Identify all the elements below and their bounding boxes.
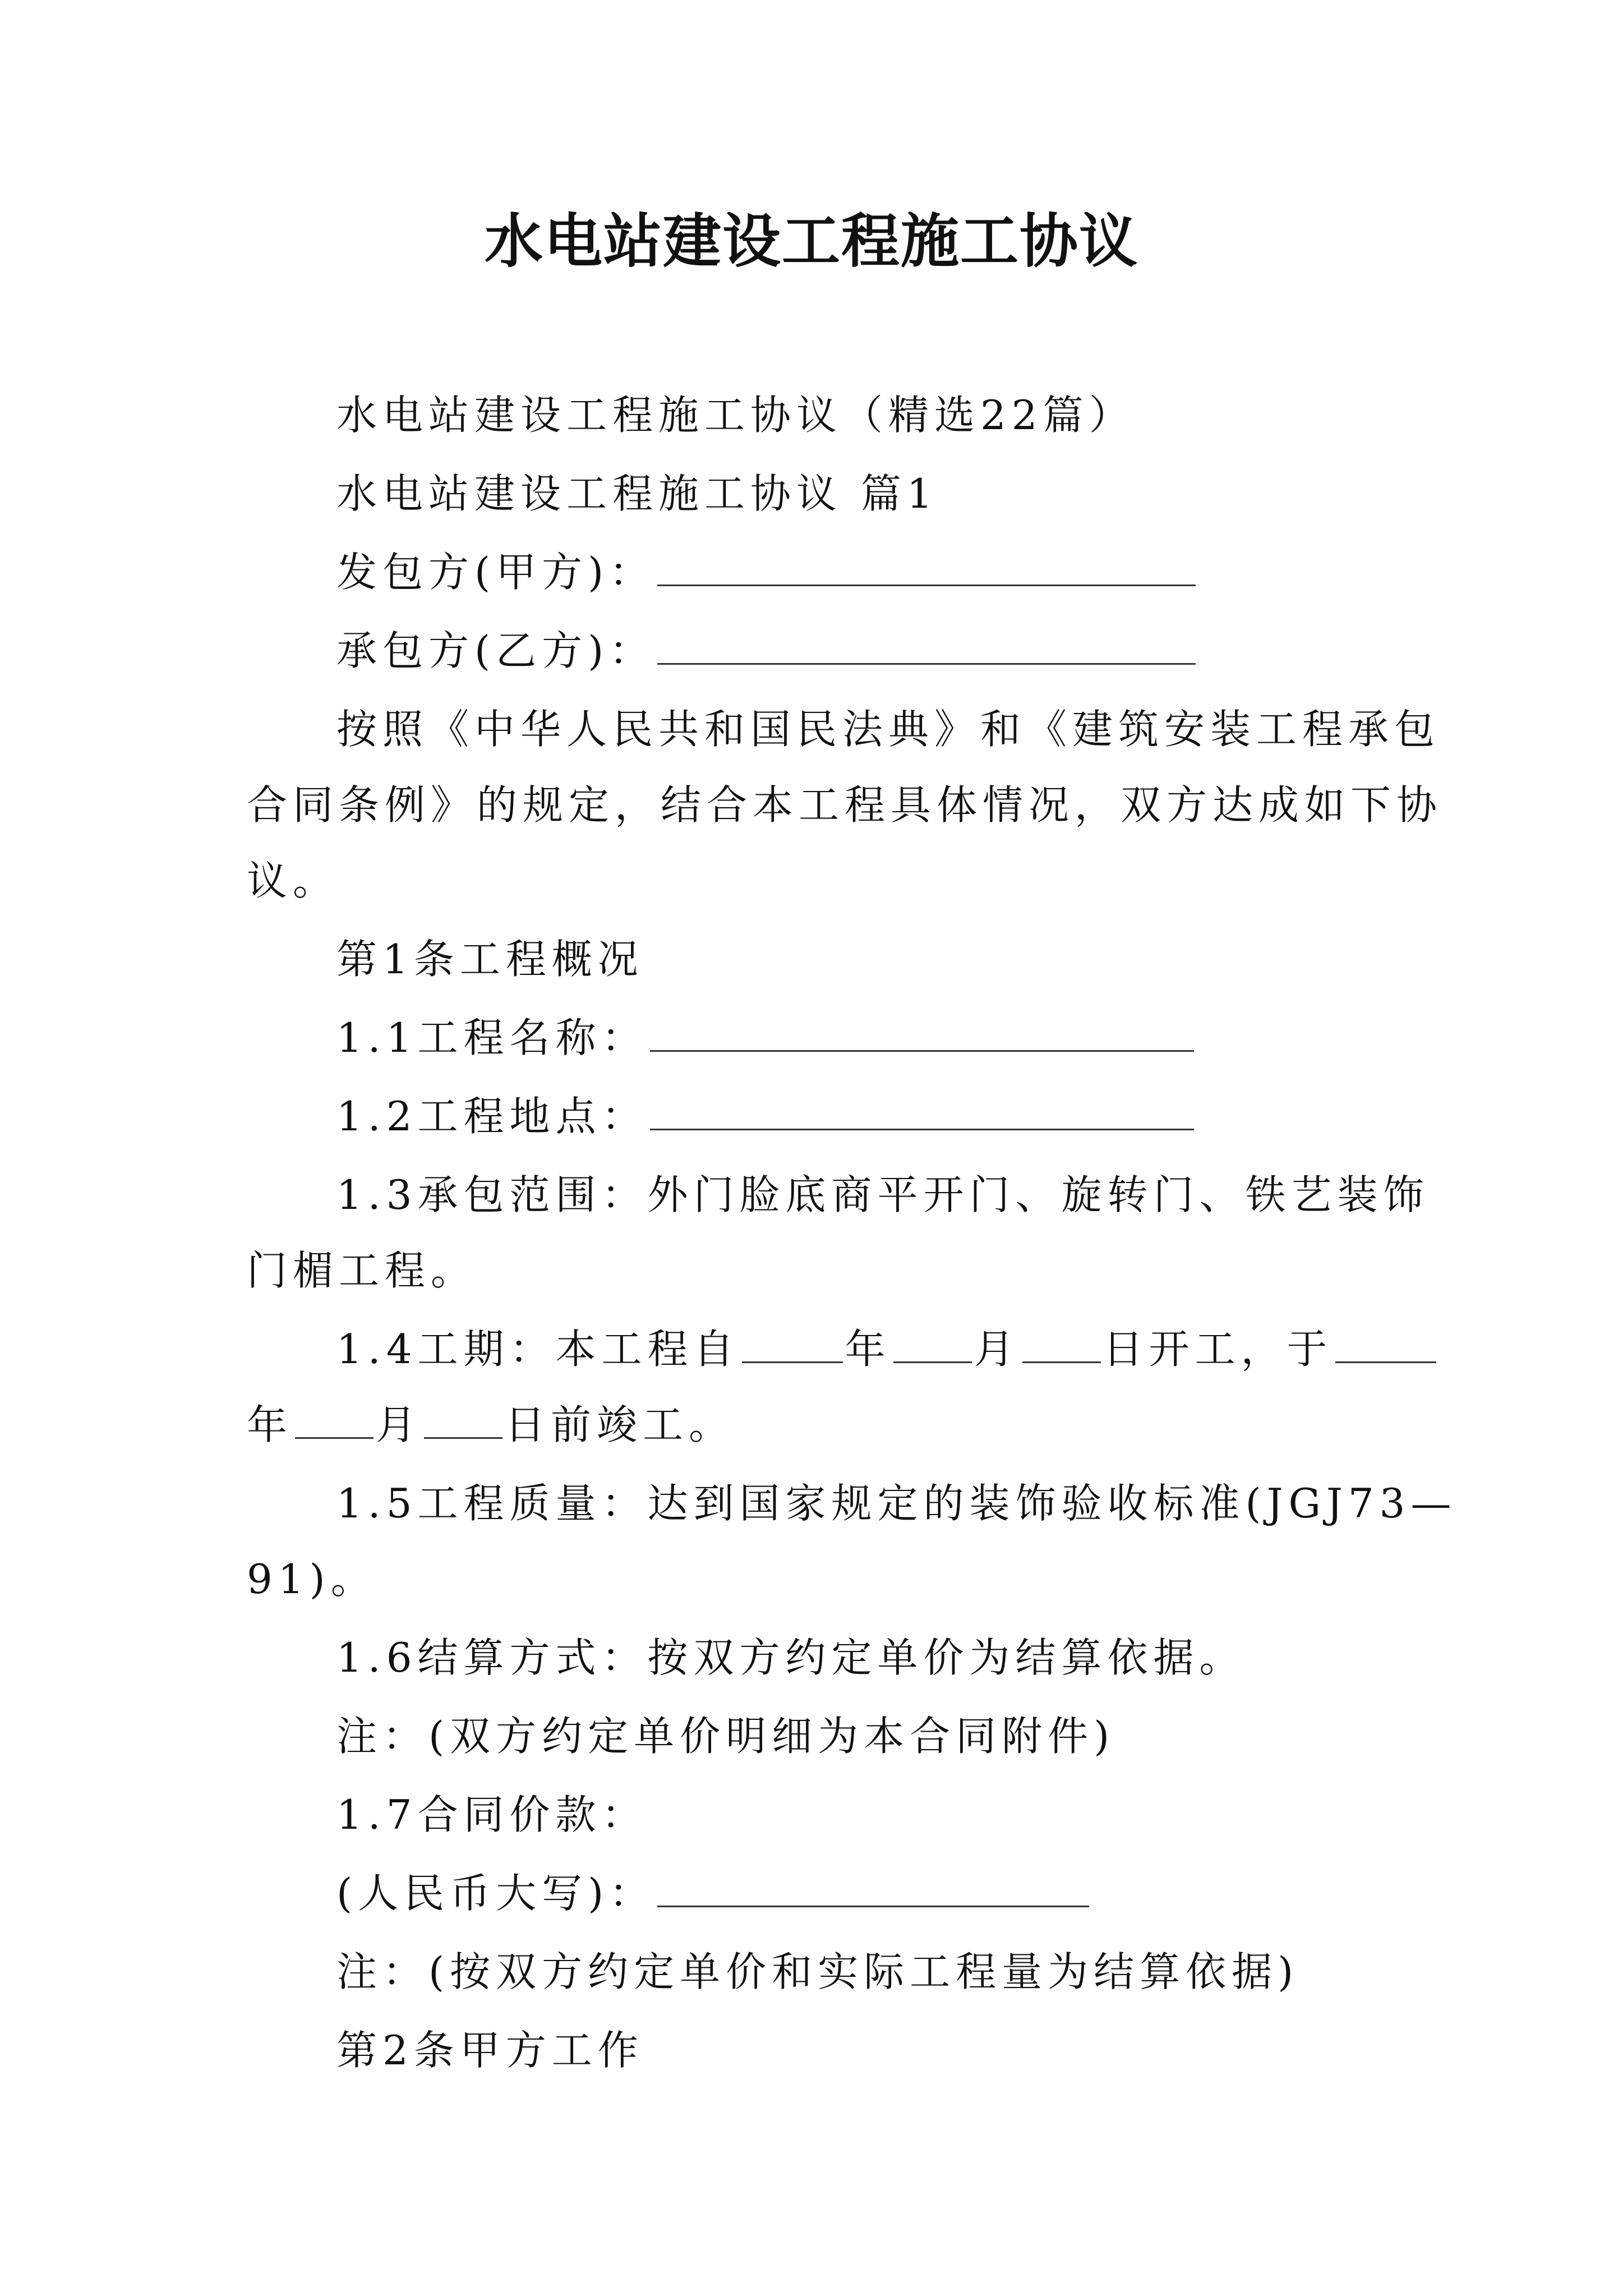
item-1-4-prefix: 1.4工期：本工程自 [336, 1326, 740, 1373]
item-1-1-line [336, 1010, 1391, 1066]
intro-line-2: 合同条例》的规定，结合本工程具体情况，双方达成如下协 [247, 781, 1443, 829]
start-month-blank [893, 1327, 972, 1363]
item-1-6: 1.6结算方式：按双方约定单价为结算依据。 [336, 1634, 1246, 1681]
item-1-4-line-1 [336, 1321, 1391, 1377]
end-year-blank [1335, 1327, 1436, 1363]
project-location-blank [650, 1094, 1194, 1130]
document-title: 水电站建设工程施工协议 [484, 206, 1138, 275]
end-day-blank [424, 1402, 502, 1439]
start-month-label: 月 [974, 1326, 1020, 1373]
project-name-blank [650, 1015, 1194, 1052]
document-subtitle: 水电站建设工程施工协议（精选22篇） [336, 392, 1135, 439]
item-1-3-line-1: 1.3承包范围：外门脸底商平开门、旋转门、铁艺装饰 [336, 1171, 1430, 1218]
start-year-label: 年 [845, 1326, 891, 1373]
intro-line-3: 议。 [247, 857, 339, 904]
item-1-3-line-2: 门楣工程。 [247, 1247, 477, 1294]
note-2: 注：(按双方约定单价和实际工程量为结算依据) [336, 1948, 1299, 1995]
section-heading: 水电站建设工程施工协议 篇1 [336, 470, 938, 517]
item-1-1-label: 1.1工程名称： [336, 1014, 648, 1061]
intro-line-1: 按照《中华人民共和国民法典》和《建筑安装工程承包 [336, 706, 1441, 753]
end-month-label: 月 [376, 1401, 422, 1448]
item-1-4-line-2 [247, 1397, 1391, 1453]
rmb-line [336, 1865, 1391, 1921]
rmb-amount-blank [657, 1871, 1089, 1907]
start-day-blank [1022, 1327, 1101, 1363]
end-month-blank [295, 1402, 374, 1439]
note-1: 注：(双方约定单价明细为本合同附件) [336, 1713, 1115, 1760]
article-1-heading: 第1条工程概况 [336, 936, 644, 983]
item-1-5-line-1: 1.5工程质量：达到国家规定的装饰验收标准(JGJ73— [336, 1480, 1457, 1527]
item-1-2-label: 1.2工程地点： [336, 1093, 648, 1140]
party-a-blank [657, 550, 1196, 586]
rmb-label: (人民币大写)： [336, 1870, 656, 1917]
item-1-2-line [336, 1088, 1391, 1144]
party-b-line [336, 623, 1391, 679]
end-day-label: 日前竣工。 [505, 1401, 735, 1448]
party-b-blank [657, 628, 1196, 665]
party-a-label: 发包方(甲方)： [336, 549, 656, 596]
end-year-label: 年 [247, 1401, 293, 1448]
article-2-heading: 第2条甲方工作 [336, 2027, 644, 2074]
start-year-blank [742, 1327, 843, 1363]
item-1-5-line-2: 91)。 [247, 1556, 377, 1603]
item-1-7: 1.7合同价款： [336, 1791, 648, 1838]
party-a-line [336, 544, 1391, 600]
start-day-label: 日开工，于 [1103, 1326, 1333, 1373]
party-b-label: 承包方(乙方)： [336, 627, 656, 674]
